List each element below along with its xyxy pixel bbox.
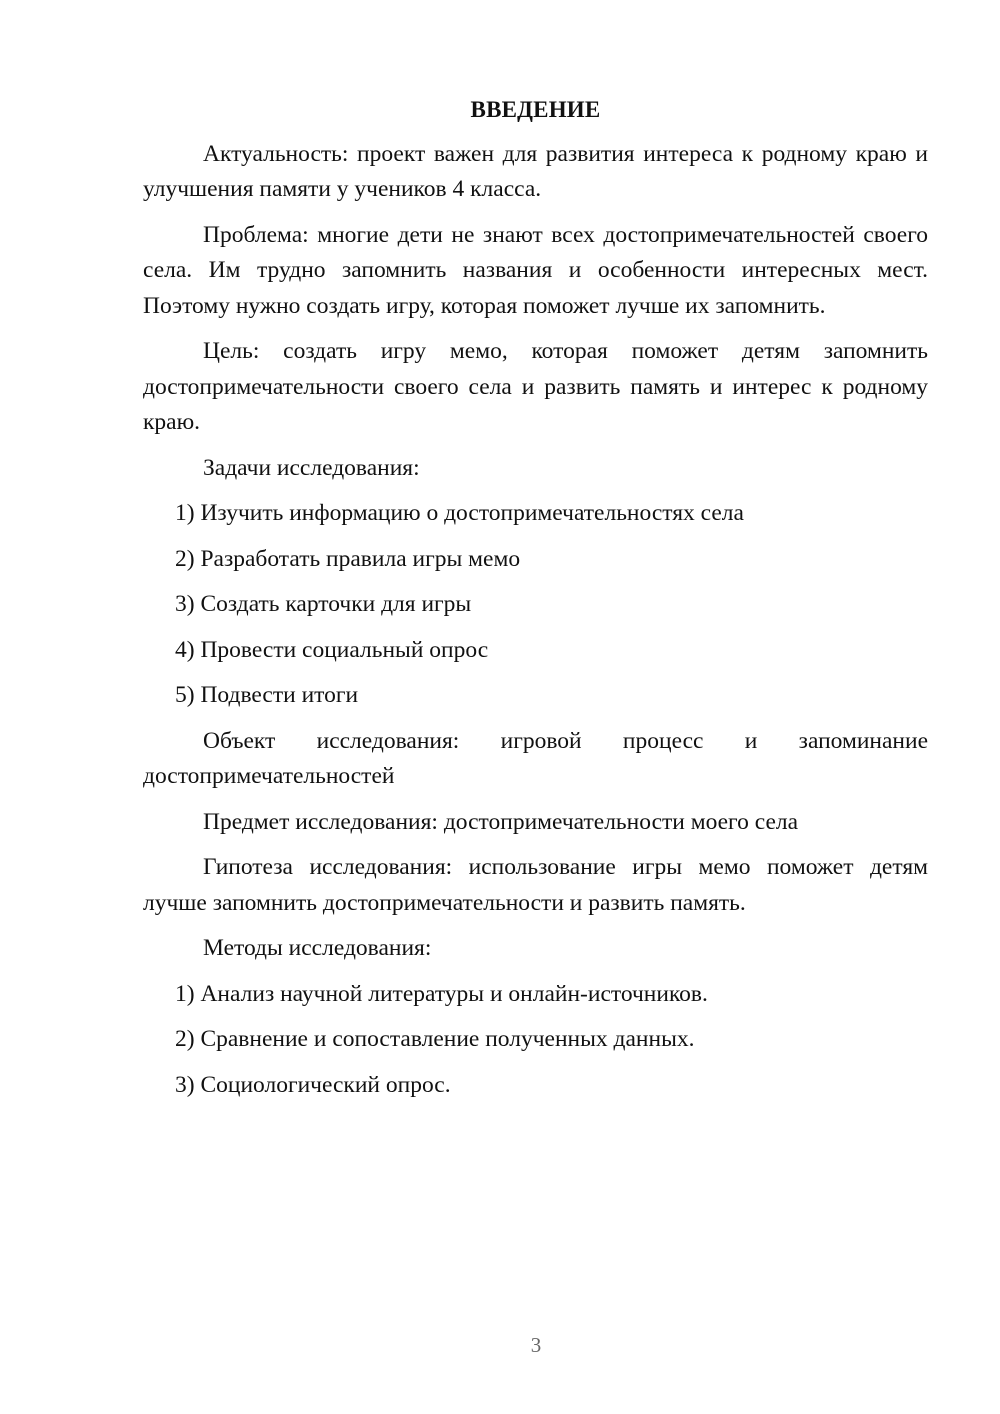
- methods-heading: Методы исследования:: [203, 935, 432, 961]
- problem-paragraph: Проблема: многие дети не знают всех достопримечательностей своего села. Им трудно запомнить названия и особенности интересных мест. Поэтому нужно создать игру, которая поможет лучше их запомнить.: [143, 221, 928, 319]
- section-title: ВВЕДЕНИЕ: [470, 97, 601, 122]
- actuality-paragraph: Актуальность: проект важен для развития интереса к родному краю и улучшения памяти у учеников 4 класса.: [143, 140, 928, 202]
- task-item: 3) Создать карточки для игры: [175, 591, 472, 617]
- task-item: 4) Провести социальный опрос: [175, 636, 489, 663]
- page-content: [143, 92, 928, 1113]
- hypothesis-paragraph: Гипотеза исследования: использование игры мемо поможет детям лучше запомнить достопримечательности и развить память.: [143, 854, 928, 916]
- page-number: 3: [530, 1333, 542, 1357]
- method-item: 1) Анализ научной литературы и онлайн-источников.: [175, 980, 708, 1007]
- subject-paragraph: Предмет исследования: достопримечательности моего села: [203, 808, 799, 835]
- tasks-heading: Задачи исследования:: [203, 454, 420, 481]
- task-item: 1) Изучить информацию о достопримечательностях села: [175, 500, 744, 526]
- task-item: 5) Подвести итоги: [175, 682, 359, 708]
- task-item: 2) Разработать правила игры мемо: [175, 545, 521, 572]
- method-item: 2) Сравнение и сопоставление полученных данных.: [175, 1026, 695, 1052]
- method-item: 3) Социологический опрос.: [175, 1071, 451, 1098]
- object-paragraph: Объект исследования: игровой процесс и запоминание достопримечательностей: [143, 727, 928, 789]
- goal-paragraph: Цель: создать игру мемо, которая поможет детям запомнить достопримечательности своего села и развить память и интерес к родному краю.: [143, 338, 928, 435]
